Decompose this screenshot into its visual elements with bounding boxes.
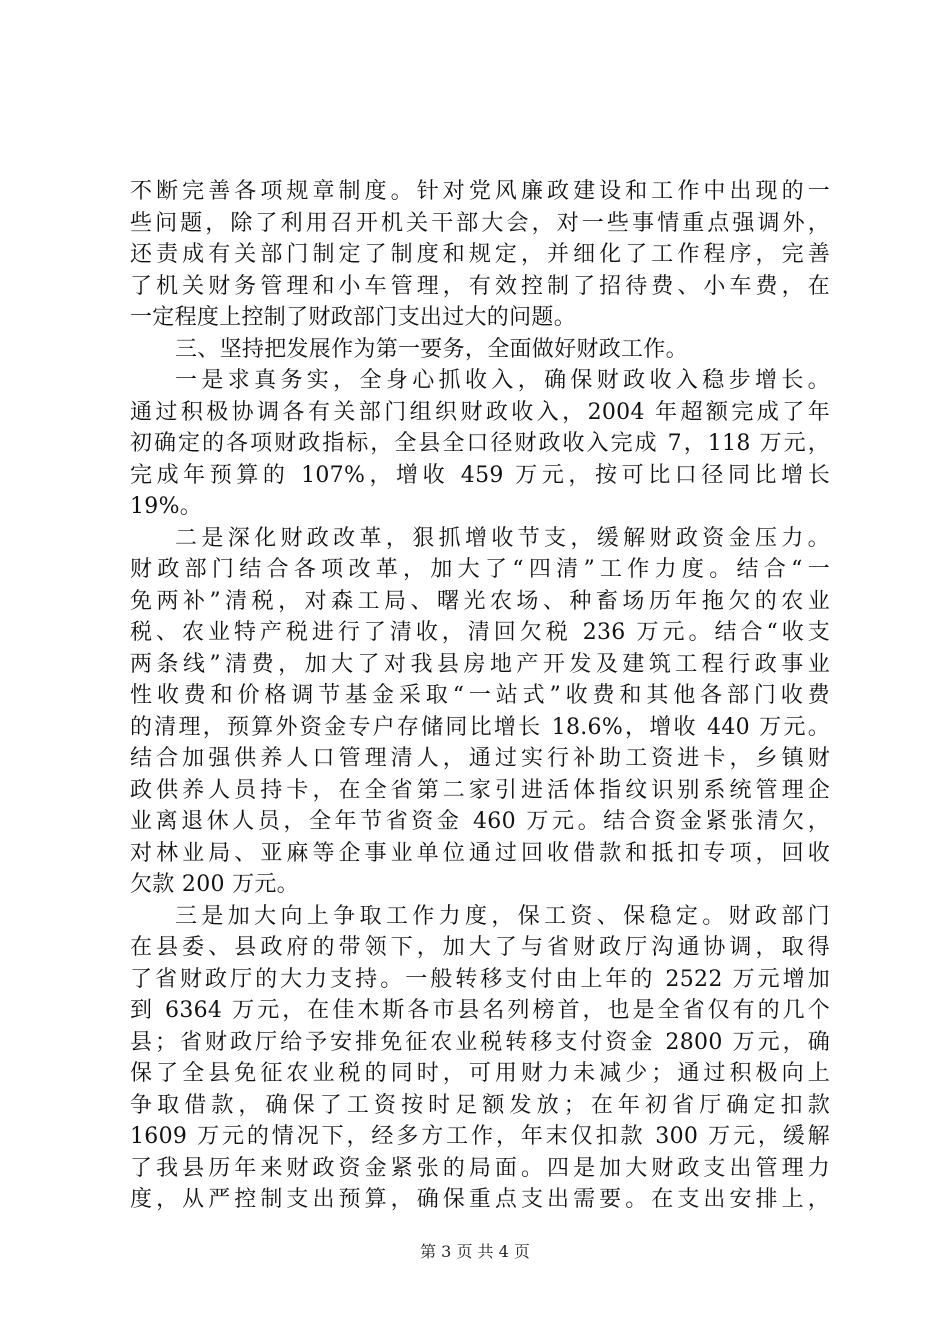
text-line: 结合加强供养人口管理清人，通过实行补助工资进卡，乡镇财: [130, 746, 830, 771]
text-line: 税、农业特产税进行了清收，清回欠税 236 万元。结合“收支: [130, 620, 830, 645]
text-line: 了我县历年来财政资金紧张的局面。四是加大财政支出管理力: [130, 1155, 830, 1181]
text-line: 政供养人员持卡，在全省第二家引进活体指纹识别系统管理企: [130, 777, 830, 803]
text-line: 业离退休人员，全年节省资金 460 万元。结合资金紧张清欠，: [130, 809, 830, 834]
body-text: [130, 176, 830, 1216]
text-line: 些问题，除了利用召开机关干部大会，对一些事情重点强调外，: [130, 210, 830, 236]
text-line: 还责成有关部门制定了制度和规定，并细化了工作程序，完善: [130, 242, 830, 267]
text-line: 一定程度上控制了财政部门支出过大的问题。: [130, 305, 577, 330]
text-line: 完成年预算的 107%，增收 459 万元，按可比口径同比增长: [130, 462, 830, 488]
text-line: 了省财政厅的大力支持。一般转移支付由上年的 2522 万元增加: [130, 966, 830, 992]
text-line: 保了全县免征农业税的同时，可用财力未减少；通过积极向上: [130, 1061, 830, 1086]
text-line: 通过积极协调各有关部门组织财政收入，2004 年超额完成了年: [130, 399, 830, 425]
text-line: 初确定的各项财政指标，全县全口径财政收入完成 7，118 万元，: [130, 431, 830, 456]
text-line: 财政部门结合各项改革，加大了“四清”工作力度。结合“一: [130, 557, 830, 582]
text-line: 县；省财政厅给予安排免征农业税转移支付资金 2800 万元，确: [130, 1029, 830, 1055]
text-line: 对林业局、亚麻等企事业单位通过回收借款和抵扣专项，回收: [130, 840, 830, 866]
text-line: 的清理，预算外资金专户存储同比增长 18.6%，增收 440 万元。: [130, 714, 830, 740]
text-line: 到 6364 万元，在佳木斯各市县名列榜首，也是全省仅有的几个: [130, 998, 830, 1023]
paragraph-first-line: 二是深化财政改革，狠抓增收节支，缓解财政资金压力。: [175, 525, 830, 551]
text-line: 免两补”清税，对森工局、曙光农场、种畜场历年拖欠的农业: [130, 588, 830, 614]
text-line: 欠款 200 万元。: [130, 872, 299, 897]
text-line: 不断完善各项规章制度。针对党风廉政建设和工作中出现的一: [130, 179, 830, 204]
text-line: 在县委、县政府的带领下，加大了与省财政厅沟通协调，取得: [130, 935, 830, 960]
text-line: 度，从严控制支出预算，确保重点支出需要。在支出安排上，: [130, 1187, 830, 1212]
text-line: 争取借款，确保了工资按时足额发放；在年初省厅确定扣款: [130, 1092, 830, 1118]
text-line: 两条线”清费，加大了对我县房地产开发及建筑工程行政事业: [130, 651, 830, 677]
text-line: 19%。: [130, 494, 203, 519]
paragraph-first-line: 一是求真务实，全身心抓收入，确保财政收入稳步增长。: [175, 368, 830, 393]
page-footer: 第 3 页 共 4 页: [420, 1242, 530, 1261]
text-line: 了机关财务管理和小车管理，有效控制了招待费、小车费，在: [130, 273, 830, 299]
text-line: 1609 万元的情况下，经多方工作，年末仅扣款 300 万元，缓解: [130, 1124, 830, 1149]
text-line: 性收费和价格调节基金采取“一站式”收费和其他各部门收费: [130, 683, 830, 708]
paragraph-first-line: 三是加大向上争取工作力度，保工资、保稳定。财政部门: [175, 903, 830, 929]
section-heading: 三、坚持把发展作为第一要务，全面做好财政工作。: [175, 336, 688, 362]
